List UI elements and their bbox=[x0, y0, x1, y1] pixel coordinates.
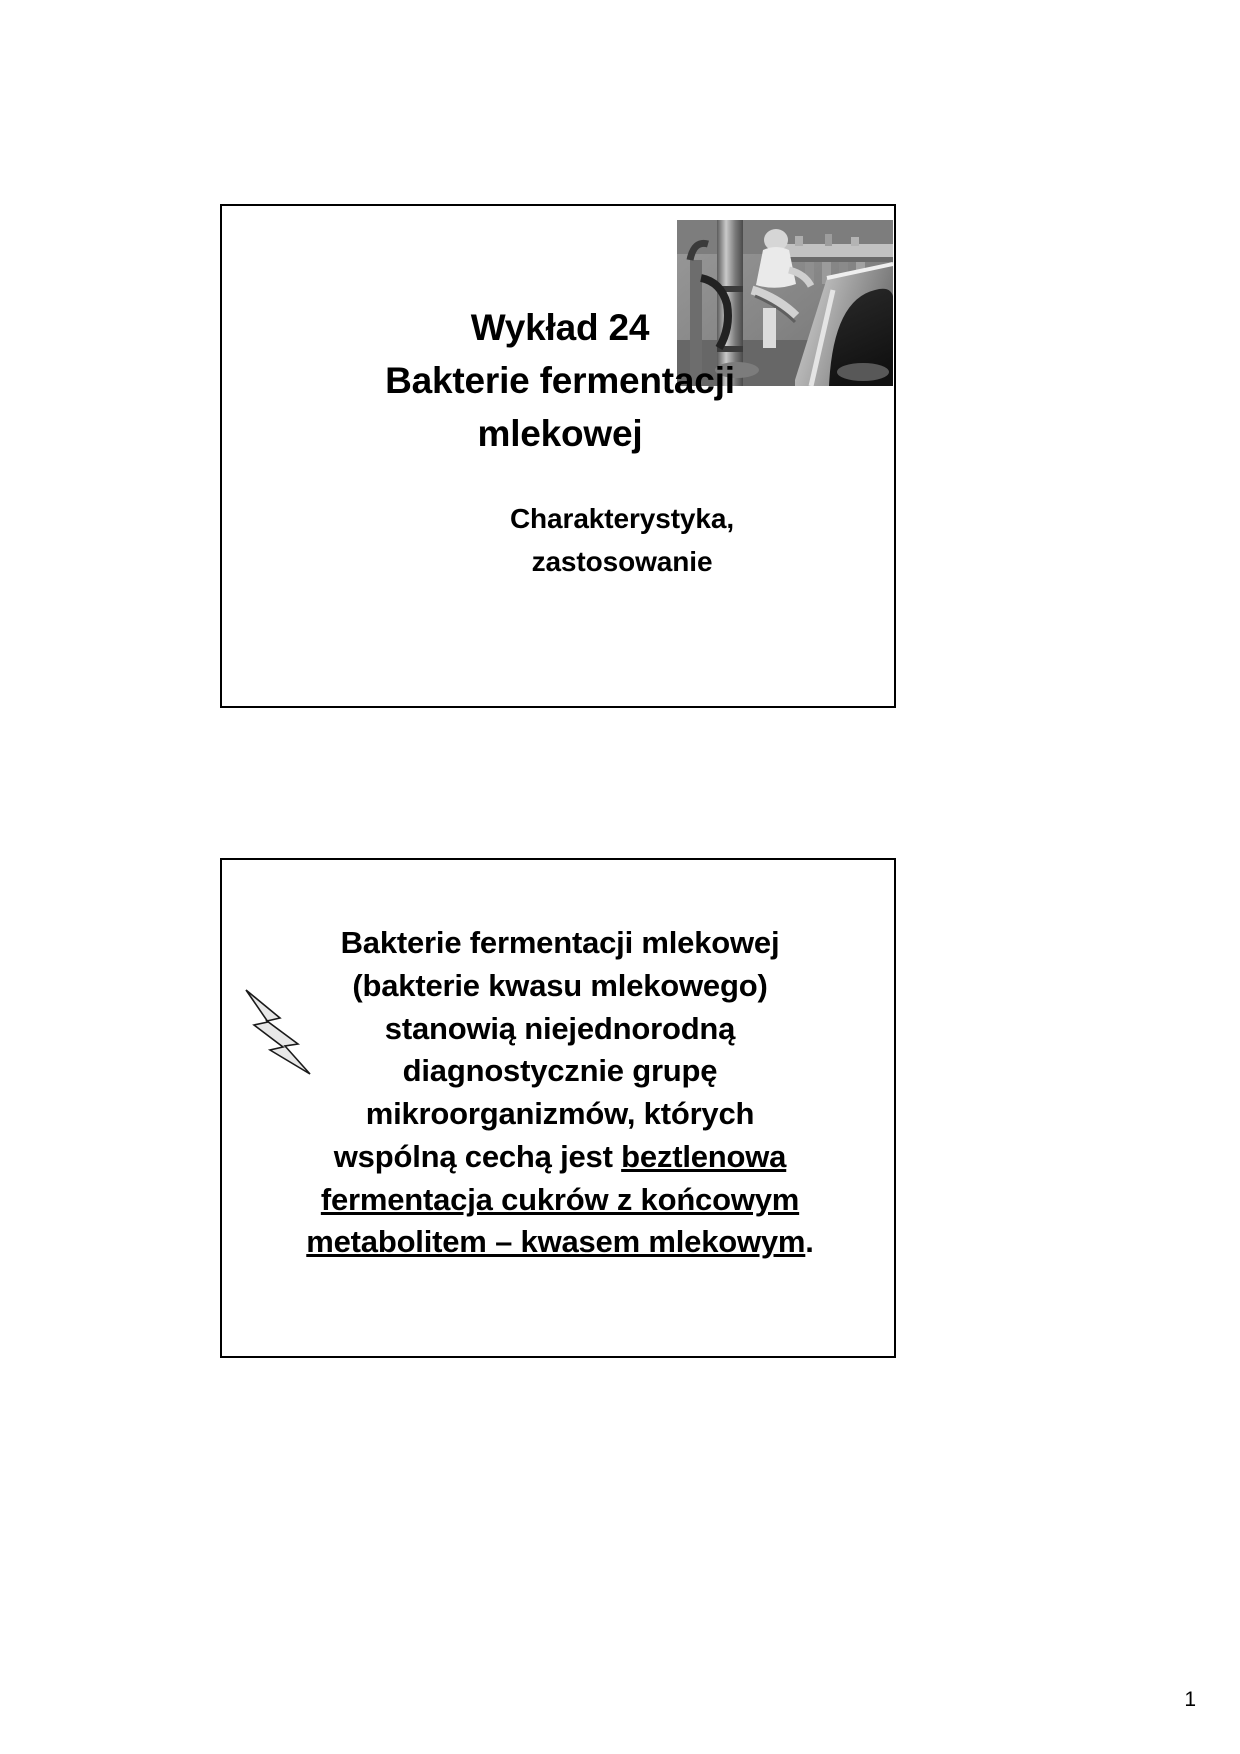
definition-line-8-plain: . bbox=[805, 1224, 814, 1260]
slide-subtitle-text bbox=[362, 498, 882, 583]
title-line-2: Bakterie fermentacji bbox=[385, 359, 735, 401]
definition-line-8 bbox=[238, 1221, 882, 1264]
subtitle-line-1: Charakterystyka, bbox=[509, 503, 735, 534]
definition-line-2: (bakterie kwasu mlekowego) bbox=[352, 967, 768, 1003]
definition-line-4: diagnostycznie grupę bbox=[402, 1053, 718, 1089]
slide-definition-text bbox=[238, 922, 882, 1264]
definition-line-6-underlined: beztlenowa bbox=[621, 1138, 787, 1174]
definition-line-7-underlined: fermentacja cukrów z końcowym bbox=[320, 1181, 800, 1217]
definition-line-6-plain: wspólną cechą jest bbox=[333, 1138, 622, 1174]
definition-line-5: mikroorganizmów, których bbox=[365, 1096, 755, 1132]
title-line-1: Wykład 24 bbox=[470, 307, 650, 348]
slide-title bbox=[220, 204, 896, 708]
definition-line-7 bbox=[238, 1179, 882, 1222]
definition-line-8-underlined: metabolitem – kwasem mlekowym bbox=[306, 1224, 806, 1260]
subtitle-line-2: zastosowanie bbox=[531, 545, 713, 577]
page-number: 1 bbox=[1184, 1688, 1196, 1711]
slide-definition bbox=[220, 858, 896, 1358]
title-line-3: mlekowej bbox=[477, 412, 643, 454]
definition-line-6 bbox=[238, 1136, 882, 1179]
definition-line-3: stanowią niejednorodną bbox=[384, 1010, 736, 1046]
definition-line-1: Bakterie fermentacji mlekowej bbox=[340, 925, 780, 960]
slide-title-text bbox=[232, 302, 888, 461]
